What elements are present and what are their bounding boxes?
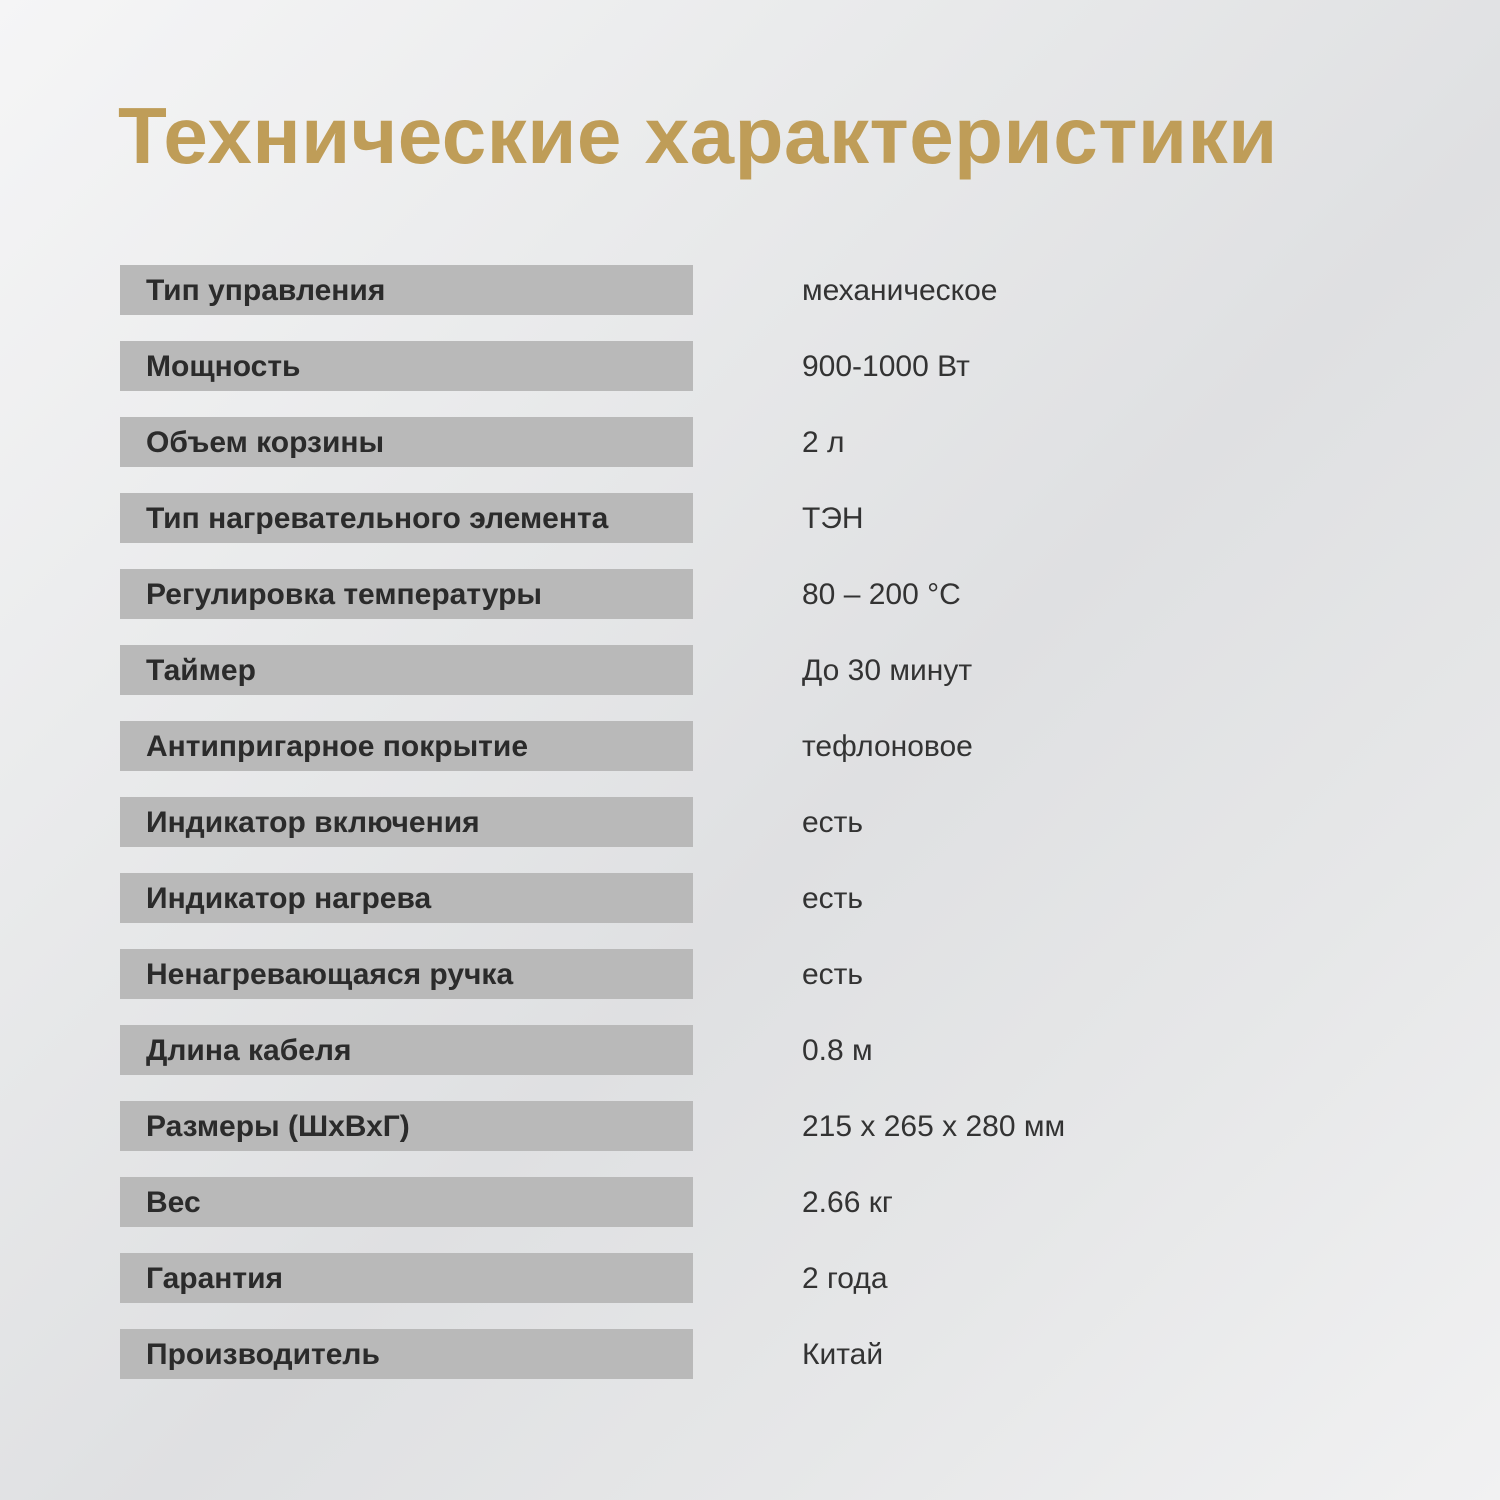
spec-label: Тип управления xyxy=(146,274,386,307)
specs-table xyxy=(120,265,1400,1405)
spec-value: 0.8 м xyxy=(802,1034,873,1067)
spec-row xyxy=(120,873,1400,923)
spec-row xyxy=(120,1101,1400,1151)
spec-label: Индикатор включения xyxy=(146,806,480,839)
page-title: Технические характеристики xyxy=(118,91,1278,180)
spec-label: Мощность xyxy=(146,350,301,383)
spec-row xyxy=(120,797,1400,847)
spec-row xyxy=(120,569,1400,619)
spec-row xyxy=(120,721,1400,771)
spec-row xyxy=(120,949,1400,999)
spec-row xyxy=(120,1253,1400,1303)
spec-row xyxy=(120,341,1400,391)
spec-value: есть xyxy=(802,882,864,915)
spec-value: тефлоновое xyxy=(802,730,973,763)
spec-row xyxy=(120,493,1400,543)
spec-row xyxy=(120,1177,1400,1227)
spec-label: Индикатор нагрева xyxy=(146,882,432,915)
spec-value: 215 х 265 х 280 мм xyxy=(802,1110,1066,1143)
spec-value: 80 – 200 °С xyxy=(802,578,961,611)
spec-value: 2 л xyxy=(802,426,845,459)
spec-label: Гарантия xyxy=(146,1262,284,1295)
spec-label: Производитель xyxy=(146,1338,380,1371)
spec-row xyxy=(120,1329,1400,1379)
spec-label: Антипригарное покрытие xyxy=(146,730,529,763)
spec-value: есть xyxy=(802,806,864,839)
spec-label: Тип нагревательного элемента xyxy=(146,502,609,535)
spec-label: Ненагревающаяся ручка xyxy=(146,958,514,991)
spec-label: Регулировка температуры xyxy=(146,578,543,611)
spec-row xyxy=(120,645,1400,695)
spec-value: 2 года xyxy=(802,1262,888,1295)
spec-row xyxy=(120,265,1400,315)
spec-label: Длина кабеля xyxy=(146,1034,352,1067)
spec-value: механическое xyxy=(802,274,998,307)
spec-label-bar xyxy=(120,1177,693,1227)
spec-value: 900-1000 Вт xyxy=(802,350,970,383)
spec-value: 2.66 кг xyxy=(802,1186,893,1219)
spec-value: Китай xyxy=(802,1338,884,1371)
spec-label: Таймер xyxy=(146,654,256,687)
spec-value: есть xyxy=(802,958,864,991)
spec-label: Объем корзины xyxy=(146,426,385,459)
spec-row xyxy=(120,1025,1400,1075)
spec-value: ТЭН xyxy=(802,502,864,535)
spec-label: Вес xyxy=(146,1186,201,1219)
spec-row xyxy=(120,417,1400,467)
spec-value: До 30 минут xyxy=(802,654,973,687)
spec-label: Размеры (ШхВхГ) xyxy=(146,1110,410,1143)
